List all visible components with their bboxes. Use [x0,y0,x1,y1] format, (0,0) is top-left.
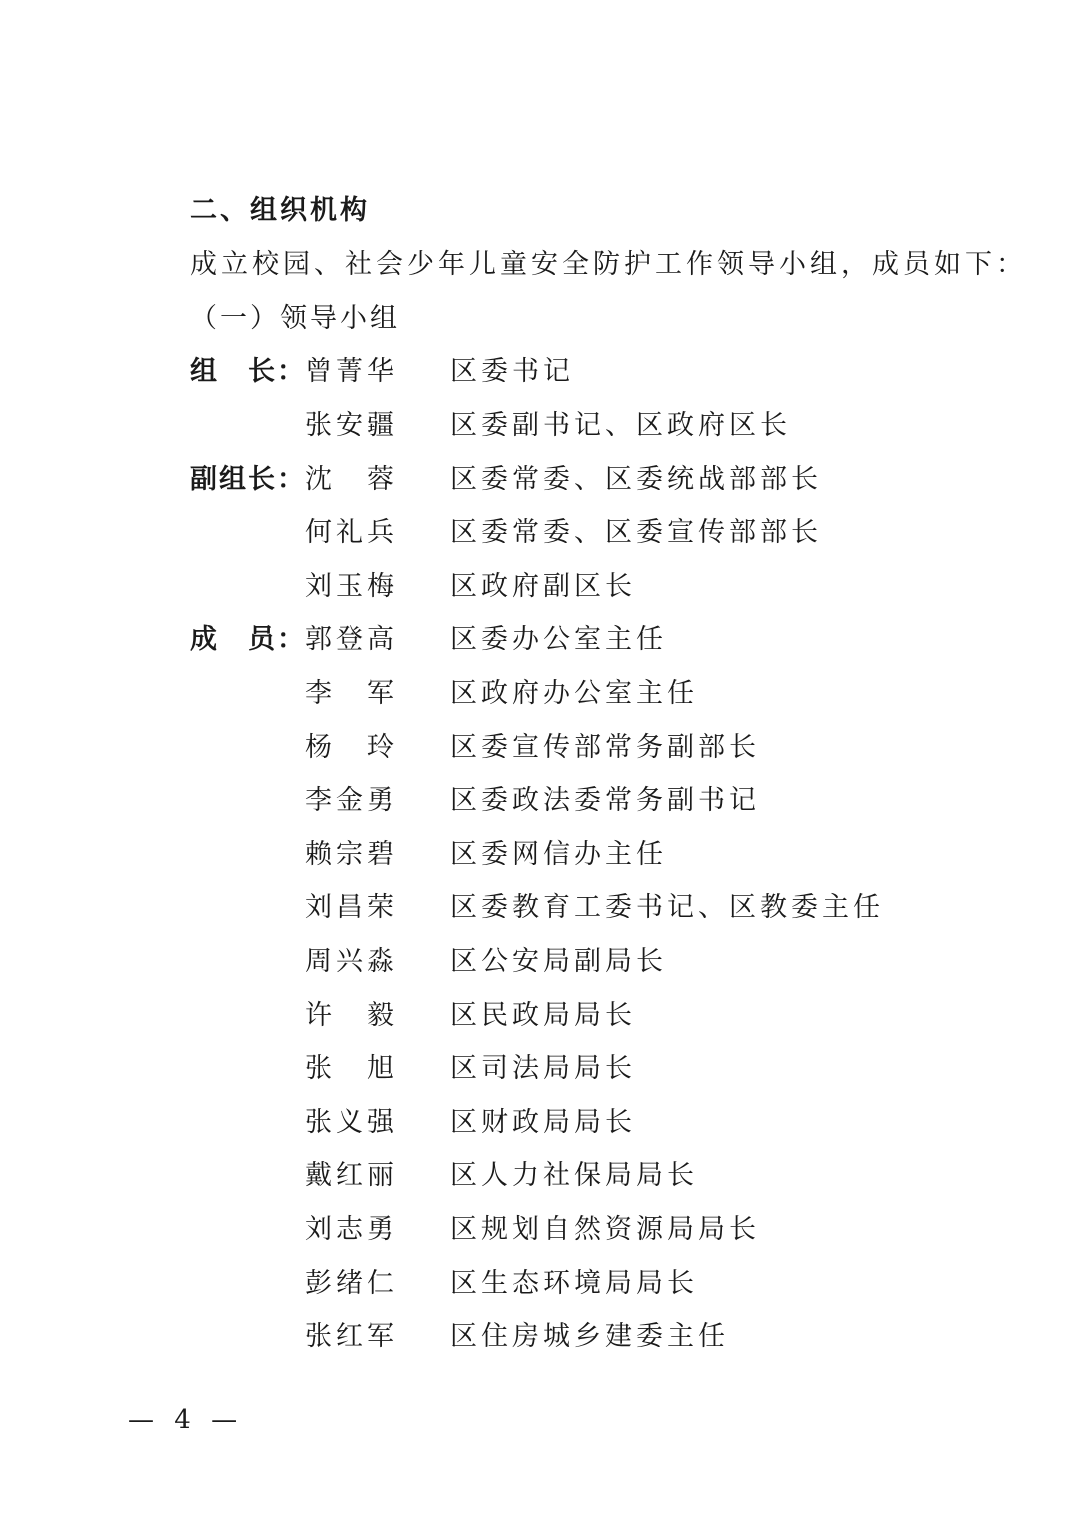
member-title: 区委书记 [450,356,574,387]
member-row [0,1320,1074,1354]
member-title: 区委教育工委书记、区教委主任 [450,892,884,923]
member-name: 杨 玲 [305,732,398,763]
member-title: 区政府办公室主任 [450,678,698,709]
member-row [0,999,1074,1033]
member-row [0,409,1074,443]
member-name: 何礼兵 [305,517,398,548]
member-row [0,355,1074,389]
member-name: 郭登高 [305,624,398,655]
member-title: 区委政法委常务副书记 [450,785,760,816]
member-title: 区财政局局长 [450,1107,636,1138]
section-heading: 二、组织机构 [190,195,370,226]
member-role: 副组长： [190,464,306,495]
page-number: — 4 — [128,1405,244,1435]
member-role: 成 员： [190,624,306,655]
member-name: 许 毅 [305,1000,398,1031]
member-name: 赖宗碧 [305,839,398,870]
member-title: 区人力社保局局长 [450,1160,698,1191]
member-row [0,677,1074,711]
member-title: 区委常委、区委宣传部部长 [450,517,822,548]
member-row [0,516,1074,550]
member-row [0,945,1074,979]
member-title: 区委宣传部常务副部长 [450,732,760,763]
member-row [0,570,1074,604]
member-name: 张安疆 [305,410,398,441]
member-title: 区司法局局长 [450,1053,636,1084]
member-name: 曾菁华 [305,356,398,387]
member-row [0,623,1074,657]
member-title: 区民政局局长 [450,1000,636,1031]
member-row [0,731,1074,765]
subsection-heading: （一）领导小组 [190,303,400,334]
member-role: 组 长： [190,356,306,387]
member-title: 区委网信办主任 [450,839,667,870]
member-name: 刘志勇 [305,1214,398,1245]
member-row [0,1267,1074,1301]
member-title: 区委副书记、区政府区长 [450,410,791,441]
member-name: 沈 蓉 [305,464,398,495]
member-title: 区规划自然资源局局长 [450,1214,760,1245]
member-name: 张红军 [305,1321,398,1352]
member-name: 刘玉梅 [305,571,398,602]
intro-paragraph: 成立校园、社会少年儿童安全防护工作领导小组，成员如下： [190,249,1027,280]
member-row [0,784,1074,818]
member-title: 区公安局副局长 [450,946,667,977]
member-row [0,1106,1074,1140]
member-title: 区政府副区长 [450,571,636,602]
member-title: 区生态环境局局长 [450,1268,698,1299]
member-row [0,463,1074,497]
member-name: 彭绪仁 [305,1268,398,1299]
member-row [0,891,1074,925]
member-name: 刘昌荣 [305,892,398,923]
member-name: 张义强 [305,1107,398,1138]
member-row [0,838,1074,872]
member-name: 张 旭 [305,1053,398,1084]
member-name: 戴红丽 [305,1160,398,1191]
member-name: 李 军 [305,678,398,709]
member-name: 李金勇 [305,785,398,816]
member-row [0,1213,1074,1247]
member-name: 周兴淼 [305,946,398,977]
member-title: 区住房城乡建委主任 [450,1321,729,1352]
member-row [0,1052,1074,1086]
member-title: 区委常委、区委统战部部长 [450,464,822,495]
member-title: 区委办公室主任 [450,624,667,655]
member-row [0,1159,1074,1193]
